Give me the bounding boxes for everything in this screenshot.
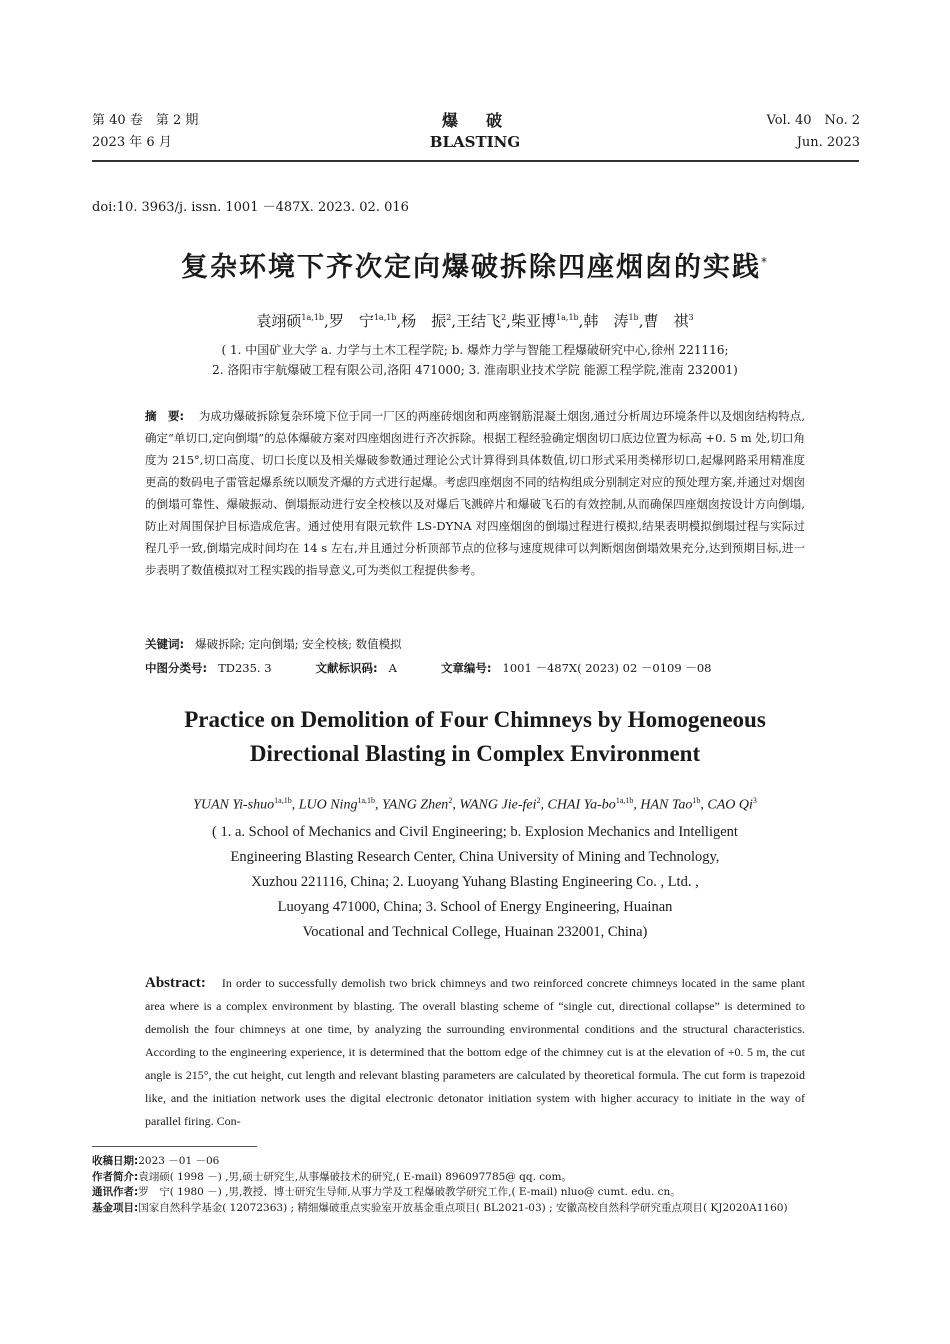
footnote-received xyxy=(92,1154,862,1170)
author-en: WANG Jie-fei xyxy=(459,797,537,813)
author-en: LUO Ning xyxy=(298,797,358,813)
header-right xyxy=(767,110,861,154)
footnote-text: 罗 宁( 1980 －) ,男,教授、博士研究生导师,从事力学及工程爆破教学研究工作,( E-mail) nluo@ cumt. edu. cn。 xyxy=(138,1186,681,1198)
affiliation-en-line: ( 1. a. School of Mechanics and Civil Engineering; b. Explosion Mechanics and Intelligent xyxy=(212,824,738,840)
article-no-label: 文章编号: xyxy=(440,661,492,675)
author-cn-affil: 2 xyxy=(501,313,507,322)
author-cn-affil: 2 xyxy=(446,313,452,322)
title-footnote-mark: * xyxy=(761,255,769,269)
author-cn-affil: 3 xyxy=(688,313,694,322)
author-en-affil: 2 xyxy=(448,796,453,805)
footnotes xyxy=(92,1154,862,1216)
author-en-affil: 2 xyxy=(536,796,541,805)
clc-value: TD235. 3 xyxy=(218,661,272,675)
author-en-affil: 3 xyxy=(752,796,757,805)
affiliation-en-line: Vocational and Technical College, Huainan 232001, China) xyxy=(302,924,648,940)
author-cn-affil: 1a,1b xyxy=(556,313,579,322)
affiliations-cn xyxy=(0,340,950,380)
author-en: YANG Zhen xyxy=(382,797,449,813)
abstract-cn xyxy=(145,405,805,581)
keywords xyxy=(145,634,402,654)
clc-label: 中图分类号: xyxy=(145,661,208,675)
affiliation-cn-line: ( 1. 中国矿业大学 a. 力学与土木工程学院; b. 爆炸力学与智能工程爆破研究中心,徐州 221116; xyxy=(221,343,729,357)
author-en: HAN Tao xyxy=(640,797,693,813)
author-en-affil: 1a,1b xyxy=(615,796,634,805)
journal-name-en: BLASTING xyxy=(429,133,521,151)
author-cn: 柴亚博 xyxy=(511,312,557,330)
footnote-text: 袁翊硕( 1998 －) ,男,硕士研究生,从事爆破技术的研究,( E-mail) 896097785@ qq. com。 xyxy=(138,1170,572,1183)
affiliation-cn-line: 2. 洛阳市宇航爆破工程有限公司,洛阳 471000; 3. 淮南职业技术学院 能源工程学院,淮南 232001) xyxy=(212,363,738,377)
doc-code-label: 文献标识码: xyxy=(315,661,378,675)
author-cn-affil: 1a,1b xyxy=(301,313,325,322)
author-en-affil: 1a,1b xyxy=(274,796,292,805)
footnote-author-bio xyxy=(92,1170,862,1186)
author-cn: 杨 振 xyxy=(401,312,447,330)
author-cn-affil: 1b xyxy=(628,313,639,322)
footnote-corresponding xyxy=(92,1185,862,1201)
author-cn: 王结飞 xyxy=(456,312,502,330)
classification xyxy=(145,658,805,678)
article-no-value: 1001 －487X( 2023) 02 －0109 －08 xyxy=(502,661,712,675)
authors-en: YUAN Yi-shuo$^{1a,1b}$, LUO Ning$^{1a,1b}$, YANG Zhen$^2$, WANG Jie-fei$^2$, CHAI $Ya-bo^{1a,1b}$, HAN Tao$^{1b}$, CAO Qi$^3$ xyxy=(193,796,757,813)
affiliation-en-line: Engineering Blasting Research Center, China University of Mining and Technology, xyxy=(230,849,720,865)
affiliation-en-line: Luoyang 471000, China; 3. School of Energy Engineering, Huainan xyxy=(277,899,673,915)
footnote-text: 国家自然科学基金( 12072363) ; 精细爆破重点实验室开放基金重点项目( BL2021-03) ; 安徽高校自然科学研究重点项目( KJ2020A1160) xyxy=(138,1201,788,1214)
footnote-label: 作者简介: xyxy=(92,1170,139,1183)
title-cn-text: 复杂环境下齐次定向爆破拆除四座烟囱的实践 xyxy=(181,252,761,283)
volume-issue-cn: 第 40 卷 第 2 期 xyxy=(92,113,199,128)
abstract-en xyxy=(145,972,805,1133)
date-cn: 2023 年 6 月 xyxy=(92,135,172,150)
affiliation-en-line: Xuzhou 221116, China; 2. Luoyang Yuhang Blasting Engineering Co. , Ltd. , xyxy=(251,874,699,890)
footnote-text: 2023 －01 －06 xyxy=(138,1155,220,1167)
authors-cn: 袁翊硕$^{1a,1b}$,罗 宁$^{1a,1b}$,杨 振$^2$,王结飞$^2$,柴亚博$^{1a,1b}$,韩 涛$^{1b}$,曹 祺$^3$ xyxy=(256,312,694,330)
footnote-funding xyxy=(92,1201,862,1217)
author-cn: 韩 涛 xyxy=(583,312,629,330)
abstract-en-text: In order to successfully demolish two brick chimneys and two reinforced concrete chimneys located in the same plant area where is a complex environment by blasting. The overall blasting scheme of “single cut, directional collapse” is determined to demolish the four chimneys at one time, by analyzing the surrounding environmental conditions and the structural characteristics. According to the engineering experience, it is determined that the bottom edge of the chimney cut is at the elevation of +0. 5 m, the cut angle is 215°, the cut height, cut length and relevant blasting parameters are calculated by theoretical formula. The cut form is trapezoid like, and the initiation network uses the digital electronic detonator initiation system with higher accuracy to initiate in the way of parallel firing. Con- xyxy=(145,976,805,1128)
author-en-affil: 1b xyxy=(692,796,701,805)
keywords-label: 关键词: xyxy=(145,637,185,651)
keywords-text: 爆破拆除; 定向倒塌; 安全校核; 数值模拟 xyxy=(195,637,402,651)
author-cn-affil: 1a,1b xyxy=(373,313,397,322)
footnote-label: 基金项目: xyxy=(92,1201,139,1214)
affiliations-en xyxy=(0,820,950,945)
author-cn: 袁翊硕 xyxy=(256,312,302,330)
footnote-rule xyxy=(92,1146,257,1147)
author-en: CHAI Ya-bo xyxy=(547,797,616,813)
date-en: Jun. 2023 xyxy=(796,135,860,150)
doi: doi:10. 3963/j. issn. 1001 －487X. 2023. 02. 016 xyxy=(92,200,409,215)
author-cn: 罗 宁 xyxy=(328,312,374,330)
title-cn xyxy=(0,245,950,284)
abstract-cn-text: 为成功爆破拆除复杂环境下位于同一厂区的两座砖烟囱和两座钢筋混凝土烟囱,通过分析周边环境条件以及烟囱结构特点,确定“单切口,定向倒塌”的总体爆破方案对四座烟囱进行齐次拆除。根据工程经验确定烟囱切口底边位置为标高 +0. 5 m 处,切口角度为 215°,切口高度、切口长度以及相关爆破参数通过理论公式计算得到具体数值,切口形式采用类梯形切口,起爆网路采用精准度更高的数码电子雷管起爆系统以顺发齐爆的方式进行起爆。考虑四座烟囱不同的结构组成分别制定对应的预处理方案,并通过对烟囱的倒塌可靠性、爆破振动、倒塌振动进行安全校核以及对爆后飞溅碎片和爆破飞石的有效控制,从而确保四座烟囱按设计方向倒塌,防止对周围保护目标造成危害。通过使用有限元软件 LS-DYNA 对四座烟囱的倒塌过程进行模拟,结果表明模拟倒塌过程与实际过程几乎一致,倒塌完成时间均在 14 s 左右,并且通过分析顶部节点的位移与速度规律可以判断烟囱倒塌效果充分,达到预期目标,进一步表明了数值模拟对工程实践的指导意义,可为类似工程提供参考。 xyxy=(145,409,805,577)
author-en-affil: 1a,1b xyxy=(357,796,375,805)
footnote-label: 通讯作者: xyxy=(92,1186,139,1198)
footnote-label: 收稿日期: xyxy=(92,1155,139,1167)
title-en-line: Directional Blasting in Complex Environment xyxy=(249,741,701,766)
author-en: CAO Qi xyxy=(707,797,753,813)
header-rule xyxy=(92,160,859,162)
volume-issue-en: Vol. 40 No. 2 xyxy=(766,113,860,128)
doc-code-value: A xyxy=(388,661,397,675)
journal-name-cn: 爆 破 xyxy=(441,111,508,130)
author-en: YUAN Yi-shuo xyxy=(193,797,275,813)
author-cn: 曹 祺 xyxy=(643,312,689,330)
title-en xyxy=(0,703,950,771)
abstract-en-label: Abstract: xyxy=(145,975,206,991)
abstract-cn-label: 摘 要: xyxy=(145,409,185,423)
title-en-line: Practice on Demolition of Four Chimneys by Homogeneous xyxy=(184,707,766,732)
